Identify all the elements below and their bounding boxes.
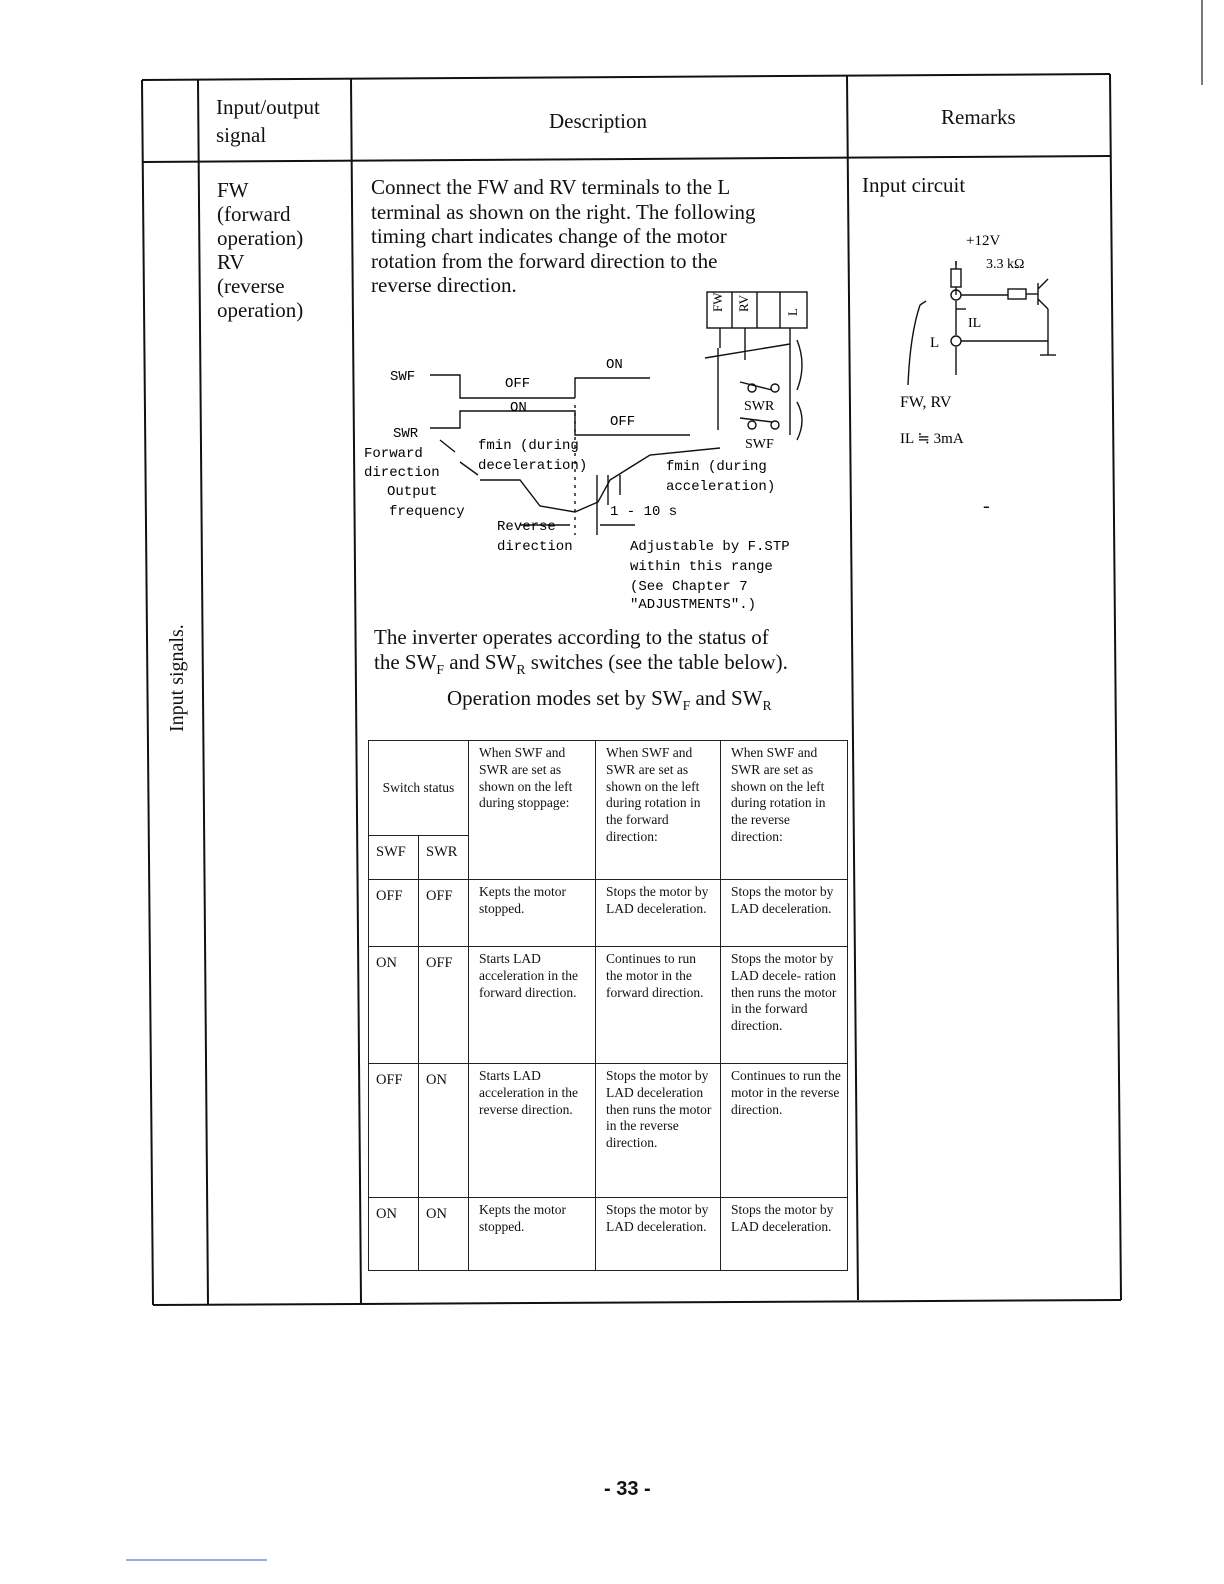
fmin-accel-label-2: acceleration): [666, 479, 776, 495]
cell-forward: Stops the motor by LAD deceleration.: [596, 1198, 721, 1271]
forward-direction-label: Forward: [364, 446, 423, 462]
table-row: [369, 1064, 848, 1198]
header-remarks: Remarks: [941, 105, 1016, 129]
table-row: [369, 880, 848, 947]
paragraph-line: The inverter operates according to the status of: [374, 625, 769, 649]
text: the SW: [374, 649, 437, 674]
switch-swr-label: SWR: [744, 399, 775, 414]
table-title: [447, 686, 772, 719]
table-row: [369, 1198, 848, 1271]
signal-line: (reverse: [217, 274, 285, 298]
page-number: - 33 -: [604, 1478, 651, 1500]
paragraph-line: terminal as shown on the right. The following: [371, 199, 756, 224]
signal-line: operation): [217, 298, 304, 322]
cell-stop: Kepts the motor stopped.: [469, 1198, 596, 1271]
cell-swr: ON: [419, 1064, 469, 1198]
operation-modes-table: [368, 740, 848, 1271]
l-terminal-label: L: [930, 335, 940, 351]
signal-line: FW: [217, 178, 249, 202]
subscript: R: [516, 661, 526, 677]
swf-header: SWF: [369, 836, 419, 880]
col-forward-header: When SWF and SWR are set as shown on the left during rotation in the forward direction:: [596, 741, 721, 880]
reverse-direction-label-2: direction: [497, 539, 573, 555]
text: and SW: [690, 686, 763, 710]
table-row: [369, 947, 848, 1064]
subscript: F: [436, 661, 444, 677]
signal-line: (forward: [217, 202, 291, 226]
switch-swf-label: SWF: [745, 437, 774, 452]
adjust-label-3: (See Chapter 7: [630, 579, 748, 595]
current-label: IL: [968, 316, 982, 331]
cell-forward: Stops the motor by LAD deceleration.: [596, 880, 721, 947]
cell-reverse: Stops the motor by LAD decele- ration then runs the motor in the forward direction.: [721, 947, 848, 1064]
cell-swf: OFF: [369, 1064, 419, 1198]
fmin-accel-label: fmin (during: [666, 459, 767, 475]
terminal-rv: RV: [736, 294, 751, 312]
description-paragraph-2: [374, 625, 788, 682]
fw-rv-label: FW, RV: [900, 394, 952, 411]
paragraph-line: rotation from the forward direction to the: [371, 248, 718, 273]
input-circuit-diagram: [880, 225, 1080, 455]
text: Operation modes set by SW: [447, 686, 683, 710]
voltage-label: +12V: [966, 233, 1001, 249]
col-stop-header: When SWF and SWR are set as shown on the left during stoppage:: [469, 741, 596, 880]
adjust-label-4: "ADJUSTMENTS".): [630, 597, 757, 613]
off-label-mid: OFF: [610, 414, 636, 430]
cell-swf: ON: [369, 947, 419, 1064]
current-value-label: IL ≒ 3mA: [900, 431, 964, 447]
subscript: R: [762, 698, 772, 714]
paragraph-line: timing chart indicates change of the motor: [371, 224, 727, 248]
output-frequency-label-2: frequency: [389, 504, 465, 520]
header-signal: Input/output signal: [216, 95, 320, 147]
switch-status-header: Switch status: [369, 741, 469, 836]
adjust-label-2: within this range: [630, 559, 773, 575]
swr-header: SWR: [419, 836, 469, 880]
terminal-fw: FW: [710, 292, 725, 312]
cell-swr: OFF: [419, 947, 469, 1064]
cell-forward: Continues to run the motor in the forward direction.: [596, 947, 721, 1064]
text: switches (see the table below).: [525, 649, 788, 674]
paragraph-line: Connect the FW and RV terminals to the L: [371, 175, 731, 199]
on-label-top: ON: [606, 357, 623, 373]
signal-line: RV: [217, 250, 245, 274]
header-description: Description: [549, 109, 647, 133]
resistor-label: 3.3 kΩ: [986, 257, 1025, 272]
output-frequency-label: Output: [387, 484, 438, 500]
cell-reverse: Continues to run the motor in the reverse direction.: [721, 1064, 848, 1198]
cell-stop: Starts LAD acceleration in the forward direction.: [469, 947, 596, 1064]
swf-label: SWF: [390, 369, 416, 385]
cell-swf: OFF: [369, 880, 419, 947]
table-header-row: [369, 741, 848, 836]
off-label-top: OFF: [505, 376, 531, 392]
cell-reverse: Stops the motor by LAD deceleration.: [721, 880, 848, 947]
reverse-direction-label: Reverse: [497, 519, 556, 535]
timing-chart-diagram: [360, 280, 840, 620]
on-label-mid: ON: [510, 400, 527, 416]
fmin-decel-label-2: deceleration): [478, 458, 588, 474]
signal-names: [217, 178, 303, 322]
adjust-label: Adjustable by F.STP: [630, 539, 790, 555]
cell-swf: ON: [369, 1198, 419, 1271]
cell-swr: ON: [419, 1198, 469, 1271]
paragraph-line: [374, 650, 788, 683]
cell-stop: Starts LAD acceleration in the reverse direction.: [469, 1064, 596, 1198]
terminal-l: L: [785, 308, 800, 316]
forward-direction-label-2: direction: [364, 465, 440, 481]
fmin-decel-label: fmin (during: [478, 438, 579, 454]
side-label: Input signals.: [166, 624, 188, 732]
col-reverse-header: When SWF and SWR are set as shown on the left during rotation in the reverse direction:: [721, 741, 848, 880]
remarks-title: Input circuit: [862, 173, 966, 197]
time-range-label: 1 - 10 s: [610, 504, 678, 520]
swr-label: SWR: [393, 426, 419, 442]
signal-line: operation): [217, 226, 304, 250]
subscript: F: [682, 698, 691, 714]
remarks-dash: -: [983, 495, 990, 517]
cell-reverse: Stops the motor by LAD deceleration.: [721, 1198, 848, 1271]
text: and SW: [444, 649, 517, 674]
cell-forward: Stops the motor by LAD deceleration then runs the motor in the reverse direction.: [596, 1064, 721, 1198]
paragraph-line: reverse direction.: [371, 273, 517, 297]
cell-swr: OFF: [419, 880, 469, 947]
cell-stop: Kepts the motor stopped.: [469, 880, 596, 947]
